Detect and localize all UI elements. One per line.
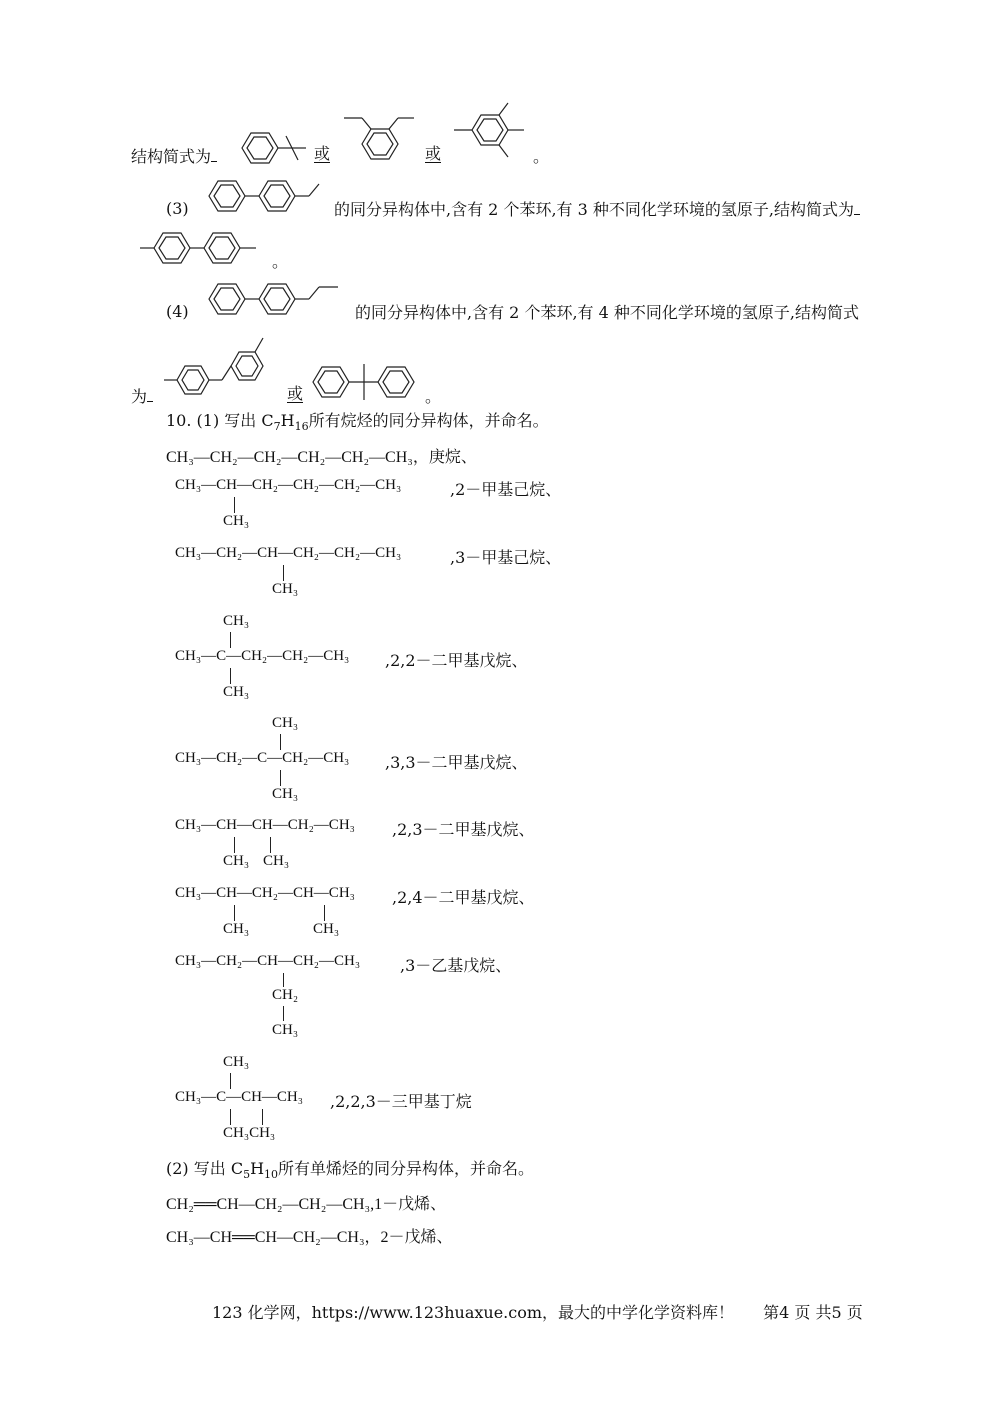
subscript: 5 [243, 1168, 251, 1182]
branch: CH₃CH₃ [223, 1125, 276, 1141]
footer-site-text: 123 化学网，https://www.123huaxue.com，最大的中学化学资料库！ [212, 1303, 735, 1322]
isomer-name: ,2－甲基己烷、 [450, 480, 562, 499]
branch: CH₃ [272, 1022, 299, 1038]
period-4: 。 [425, 387, 442, 406]
intro-text: 10. (1) 写出 C [166, 411, 274, 430]
branch: CH₃ [223, 513, 250, 529]
isomer-name: ,3－甲基己烷、 [450, 548, 562, 567]
period-3: 。 [272, 252, 289, 271]
or-text-4 [287, 384, 303, 403]
tetramethylbenzene-structure [450, 100, 530, 162]
alkene-1-pentene: CH₂══CH—CH₂—CH₂—CH₃,1－戊烯、 [166, 1196, 447, 1213]
branch: CH₃ [272, 581, 299, 597]
or-text-1 [314, 144, 330, 163]
or-word: 或 [314, 144, 331, 163]
alkene-2-pentene: CH₃—CH══CH—CH₂—CH₃，2－戊烯、 [166, 1229, 453, 1246]
bond-vertical [230, 668, 231, 684]
line-structure-label [131, 144, 217, 167]
or-text-2 [425, 144, 441, 163]
branch-above: CH₃ [223, 613, 250, 629]
isomer-name: ,3,3－二甲基戊烷、 [385, 753, 528, 772]
or-word: 或 [425, 144, 442, 163]
isomer-name: ,2,2－二甲基戊烷、 [385, 651, 528, 670]
bond-vertical [262, 1109, 263, 1125]
branch: CH₃ [313, 921, 340, 937]
branch: CH₃ [223, 921, 250, 937]
intro-text: (2) 写出 C [166, 1159, 244, 1178]
subscript: 7 [273, 420, 281, 434]
formula-main: CH₃—C—CH—CH₃ [175, 1089, 303, 1105]
branch: CH₃ [223, 684, 250, 700]
branch: CH₃ [223, 853, 250, 869]
wei-word: 为 [131, 387, 148, 406]
item3-sentence: 的同分异构体中,含有 2 个苯环,有 3 种不同化学环境的氢原子,结构简式为 [334, 200, 854, 219]
heptane-formula: CH₃—CH₂—CH₂—CH₂—CH₂—CH₃，庚烷、 [166, 449, 477, 466]
item4-label: (4) [166, 302, 189, 321]
subscript: 10 [264, 1168, 279, 1182]
isomer-name: ,2,4－二甲基戊烷、 [392, 888, 535, 907]
h-letter: H [280, 411, 295, 430]
diethylbenzene-structure [340, 110, 420, 166]
item3-label: (3) [166, 199, 189, 218]
q10-part2-heading [166, 1156, 534, 1181]
tail-text: 所有单烯烃的同分异构体，并命名。 [278, 1159, 535, 1178]
answer-blank [211, 147, 217, 162]
item3-text [334, 197, 860, 220]
branch: CH₃ [272, 786, 299, 802]
h-letter: H [250, 1159, 265, 1178]
bond-vertical [230, 1073, 231, 1089]
subscript: 16 [294, 420, 309, 434]
branch: CH₃ [263, 853, 290, 869]
footer-page-number: 第4 页 共5 页 [763, 1303, 863, 1322]
bond-vertical [234, 837, 235, 853]
propylbiphenyl-structure [206, 277, 346, 321]
isomer-name: ,2,3－二甲基戊烷、 [392, 820, 535, 839]
bond-vertical [270, 837, 271, 853]
branch-above: CH₃ [223, 1054, 250, 1070]
isomer-name: ,2,2,3－三甲基丁烷 [330, 1092, 472, 1111]
formula-main: CH₃—CH—CH₂—CH—CH₃ [175, 885, 355, 901]
bond-vertical [283, 973, 284, 987]
answer-blank [854, 200, 860, 215]
tail-text: 所有烷烃的同分异构体，并命名。 [308, 411, 549, 430]
formula-main: CH₃—CH₂—CH—CH₂—CH₂—CH₃ [175, 545, 402, 561]
diphenylpropane-structure [310, 358, 420, 406]
isomer-name: ,3－乙基戊烷、 [400, 956, 512, 975]
ethylbiphenyl-structure [206, 174, 330, 218]
bond-vertical [280, 770, 281, 786]
label-text: 结构简式为 [131, 147, 212, 166]
formula-main: CH₃—CH—CH—CH₂—CH₃ [175, 817, 355, 833]
bond-vertical [280, 734, 281, 750]
period-1: 。 [533, 147, 550, 166]
item4-text: 的同分异构体中,含有 2 个苯环,有 4 种不同化学环境的氢原子,结构简式 [355, 303, 859, 322]
formula-main: CH₃—CH—CH₂—CH₂—CH₂—CH₃ [175, 477, 402, 493]
footer [212, 1300, 863, 1323]
or-word: 或 [287, 384, 304, 403]
formula-main: CH₃—CH₂—C—CH₂—CH₃ [175, 750, 350, 766]
branch: CH₂ [272, 987, 299, 1003]
bond-vertical [230, 632, 231, 648]
bond-vertical [283, 1006, 284, 1021]
formula-main: CH₃—CH₂—CH—CH₂—CH₃ [175, 953, 361, 969]
dimethylbiphenyl-structure [138, 228, 266, 268]
bond-vertical [283, 565, 284, 581]
item4-wei [131, 384, 153, 407]
formula-main: CH₃—C—CH₂—CH₂—CH₃ [175, 648, 350, 664]
bond-vertical [234, 497, 235, 513]
answer-blank [147, 387, 153, 402]
bond-vertical [234, 905, 235, 921]
bond-vertical [230, 1109, 231, 1125]
branch-above: CH₃ [272, 715, 299, 731]
bond-vertical [324, 905, 325, 921]
methyl-diphenylmethane-structure [160, 328, 280, 400]
tert-butylbenzene-structure [234, 120, 314, 168]
q10-part1-heading [166, 408, 549, 433]
